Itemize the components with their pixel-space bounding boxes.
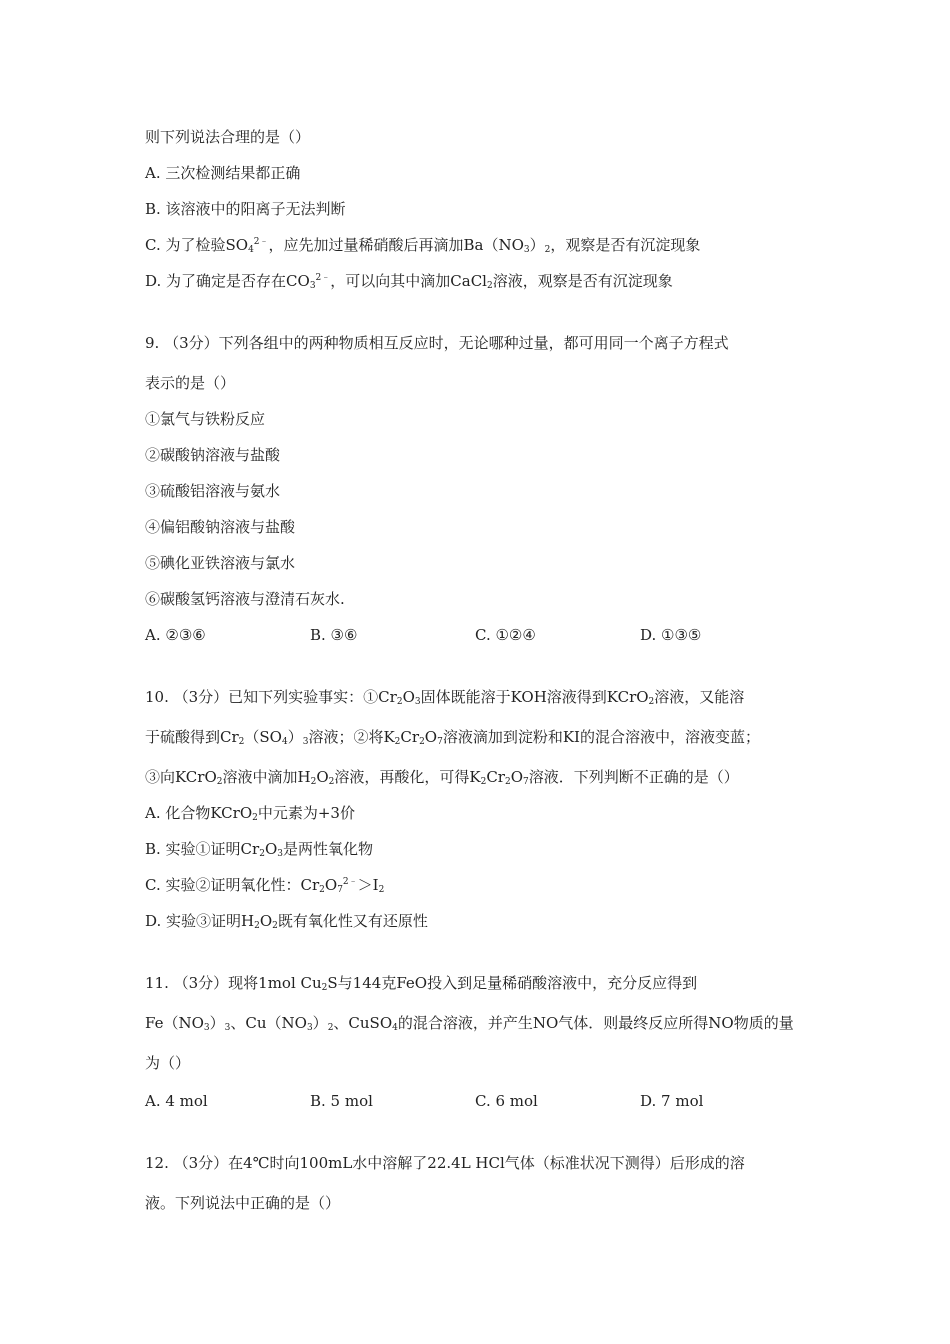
- q10-option-b: B. 实验①证明$Cr_2O_3$是两性氧化物: [145, 840, 374, 859]
- q9-option-b: B. ③⑥: [310, 626, 358, 644]
- q10-option-d: D. 实验③证明$H_2O_2$既有氧化性又有还原性: [145, 912, 428, 931]
- q9-item: ⑤碘化亚铁溶液与氯水: [145, 554, 296, 572]
- q11-option-d: D. 7 mol: [640, 1092, 704, 1110]
- q8-option-d: D. 为了确定是否存在$CO_3^{2﹣}$，可以向其中滴加CaCl$_2$溶液，观察是否有沉淀现象: [145, 272, 673, 291]
- q9-option-c: C. ①②④: [475, 626, 536, 644]
- q9-item: ③硫酸铝溶液与氨水: [145, 482, 281, 500]
- q8-stem: 则下列说法合理的是（）: [145, 128, 311, 146]
- q11-stem-line3: 为（）: [145, 1054, 191, 1072]
- q9-stem-line2: 表示的是（）: [145, 374, 236, 392]
- q9-item: ①氯气与铁粉反应: [145, 410, 266, 428]
- q9-item: ⑥碳酸氢钙溶液与澄清石灰水.: [145, 590, 345, 608]
- q12-stem-line1: 12. （3分）在4℃时向100mL水中溶解了22.4L HCl气体（标准状况下测得）后形成的溶: [145, 1154, 745, 1172]
- q10-option-a: A. 化合物KCrO$_2$中元素为+3价: [145, 804, 355, 823]
- q9-item: ④偏铝酸钠溶液与盐酸: [145, 518, 296, 536]
- q11-stem-line2: $Fe(NO_3)_3$、$Cu(NO_3)_2$、CuSO$_4$的混合溶液，并产生NO气体．则最终反应所得NO物质的量: [145, 1014, 794, 1033]
- q8-option-a: A. 三次检测结果都正确: [145, 164, 301, 182]
- q12-stem-line2: 液。下列说法中正确的是（）: [145, 1194, 341, 1212]
- q11-option-b: B. 5 mol: [310, 1092, 373, 1110]
- q8-option-c: C. 为了检验$SO_4^{2﹣}$，应先加过量稀硝酸后再滴加$Ba(NO_3)_2$，观察是否有沉淀现象: [145, 236, 701, 255]
- q9-option-d: D. ①③⑤: [640, 626, 702, 644]
- q10-stem-line3: ③向KCrO$_2$溶液中滴加$H_2O_2$溶液，再酸化，可得$K_2Cr_2O_7$溶液．下列判断不正确的是（）: [145, 768, 739, 787]
- q10-stem-line1: 10. （3分）已知下列实验事实：$①Cr_2O_3$固体既能溶于KOH溶液得到KCrO$_2$溶液，又能溶: [145, 688, 745, 707]
- q9-stem-line1: 9. （3分）下列各组中的两种物质相互反应时，无论哪种过量，都可用同一个离子方程式: [145, 334, 729, 352]
- q9-option-a: A. ②③⑥: [145, 626, 206, 644]
- q8-option-b: B. 该溶液中的阳离子无法判断: [145, 200, 346, 218]
- q10-stem-line2: 于硫酸得到$Cr_2(SO_4)_3$溶液；②将$K_2Cr_2O_7$溶液滴加到淀粉和KI的混合溶液中，溶液变蓝；: [145, 728, 760, 747]
- q10-option-c: C. 实验②证明氧化性：$Cr_2O_7^{2﹣}>I_2$: [145, 876, 385, 895]
- q11-option-c: C. 6 mol: [475, 1092, 538, 1110]
- q9-item: ②碳酸钠溶液与盐酸: [145, 446, 281, 464]
- q11-option-a: A. 4 mol: [145, 1092, 208, 1110]
- q11-stem-line1: 11. （3分）现将1mol $Cu_2S$与144克FeO投入到足量稀硝酸溶液中，充分反应得到: [145, 974, 698, 993]
